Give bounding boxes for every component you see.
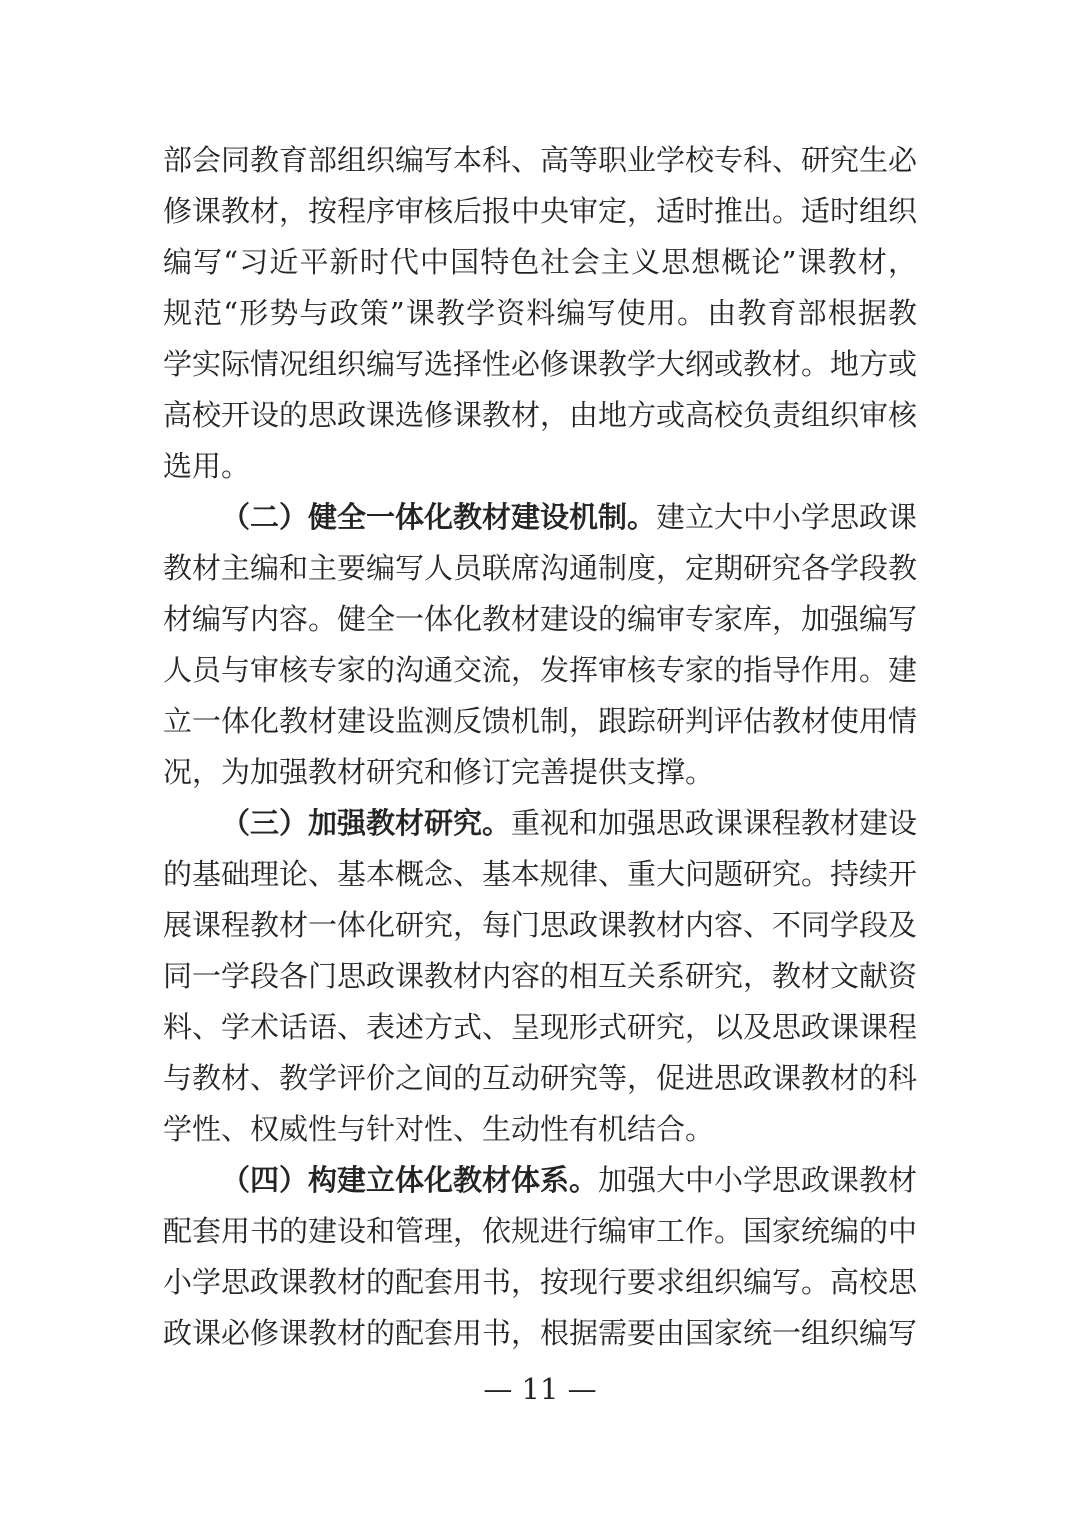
- text-line: [163, 339, 917, 390]
- section-heading: （三）加强教材研究。: [221, 806, 512, 840]
- line-text: 建立大中小学思政课: [656, 500, 918, 534]
- text-line: [163, 645, 917, 696]
- text-line: [163, 849, 917, 900]
- text-line: [163, 390, 917, 441]
- line-text: 规范“形势与政策”课教学资料编写使用。由教育部根据教: [163, 296, 917, 330]
- line-text: 学实际情况组织编写选择性必修课教学大纲或教材。地方或: [163, 347, 918, 381]
- text-line: [163, 135, 917, 186]
- text-line: [163, 186, 917, 237]
- line-text: 料、学术话语、表述方式、呈现形式研究，以及思政课课程: [163, 1010, 918, 1044]
- line-text: 的基础理论、基本概念、基本规律、重大问题研究。持续开: [163, 857, 918, 891]
- text-line: [163, 441, 917, 492]
- text-line: [163, 798, 917, 849]
- line-text: 人员与审核专家的沟通交流，发挥审核专家的指导作用。建: [163, 653, 918, 687]
- line-text: 况，为加强教材研究和修订完善提供支撑。: [163, 755, 715, 789]
- line-text: 同一学段各门思政课教材内容的相互关系研究，教材文献资: [163, 959, 918, 993]
- line-text: 小学思政课教材的配套用书，按现行要求组织编写。高校思: [163, 1265, 918, 1299]
- text-line: [163, 288, 917, 339]
- page-number: — 11 —: [483, 1372, 597, 1406]
- text-line: [163, 747, 917, 798]
- line-text: 教材主编和主要编写人员联席沟通制度，定期研究各学段教: [163, 551, 918, 585]
- text-line: [163, 1155, 917, 1206]
- line-text: 材编写内容。健全一体化教材建设的编审专家库，加强编写: [163, 602, 918, 636]
- line-text: 修课教材，按程序审核后报中央审定，适时推出。适时组织: [163, 194, 918, 228]
- line-text: 选用。: [163, 449, 251, 483]
- line-text: 高校开设的思政课选修课教材，由地方或高校负责组织审核: [163, 398, 918, 432]
- text-line: [163, 900, 917, 951]
- line-text: 学性、权威性与针对性、生动性有机结合。: [163, 1112, 715, 1146]
- line-text: 政课必修课教材的配套用书，根据需要由国家统一组织编写: [163, 1316, 918, 1350]
- line-text: 加强大中小学思政课教材: [598, 1163, 918, 1197]
- text-line: [163, 1257, 917, 1308]
- text-line: [163, 492, 917, 543]
- document-body: [163, 135, 917, 1359]
- line-text: 部会同教育部组织编写本科、高等职业学校专科、研究生必: [163, 143, 918, 177]
- text-line: [163, 237, 917, 288]
- text-line: [163, 696, 917, 747]
- line-text: 配套用书的建设和管理，依规进行编审工作。国家统编的中: [163, 1214, 918, 1248]
- section-heading: （二）健全一体化教材建设机制。: [221, 500, 657, 534]
- text-line: [163, 1053, 917, 1104]
- line-text: 立一体化教材建设监测反馈机制，跟踪研判评估教材使用情: [163, 704, 918, 738]
- line-text: 与教材、教学评价之间的互动研究等，促进思政课教材的科: [163, 1061, 918, 1095]
- text-line: [163, 1308, 917, 1359]
- text-line: [163, 594, 917, 645]
- text-line: [163, 1206, 917, 1257]
- text-line: [163, 1104, 917, 1155]
- text-line: [163, 1002, 917, 1053]
- text-line: [163, 951, 917, 1002]
- text-line: [163, 543, 917, 594]
- line-text: 展课程教材一体化研究，每门思政课教材内容、不同学段及: [163, 908, 918, 942]
- section-heading: （四）构建立体化教材体系。: [221, 1163, 599, 1197]
- line-text: 编写“习近平新时代中国特色社会主义思想概论”课教材，: [163, 245, 917, 279]
- line-text: 重视和加强思政课课程教材建设: [511, 806, 918, 840]
